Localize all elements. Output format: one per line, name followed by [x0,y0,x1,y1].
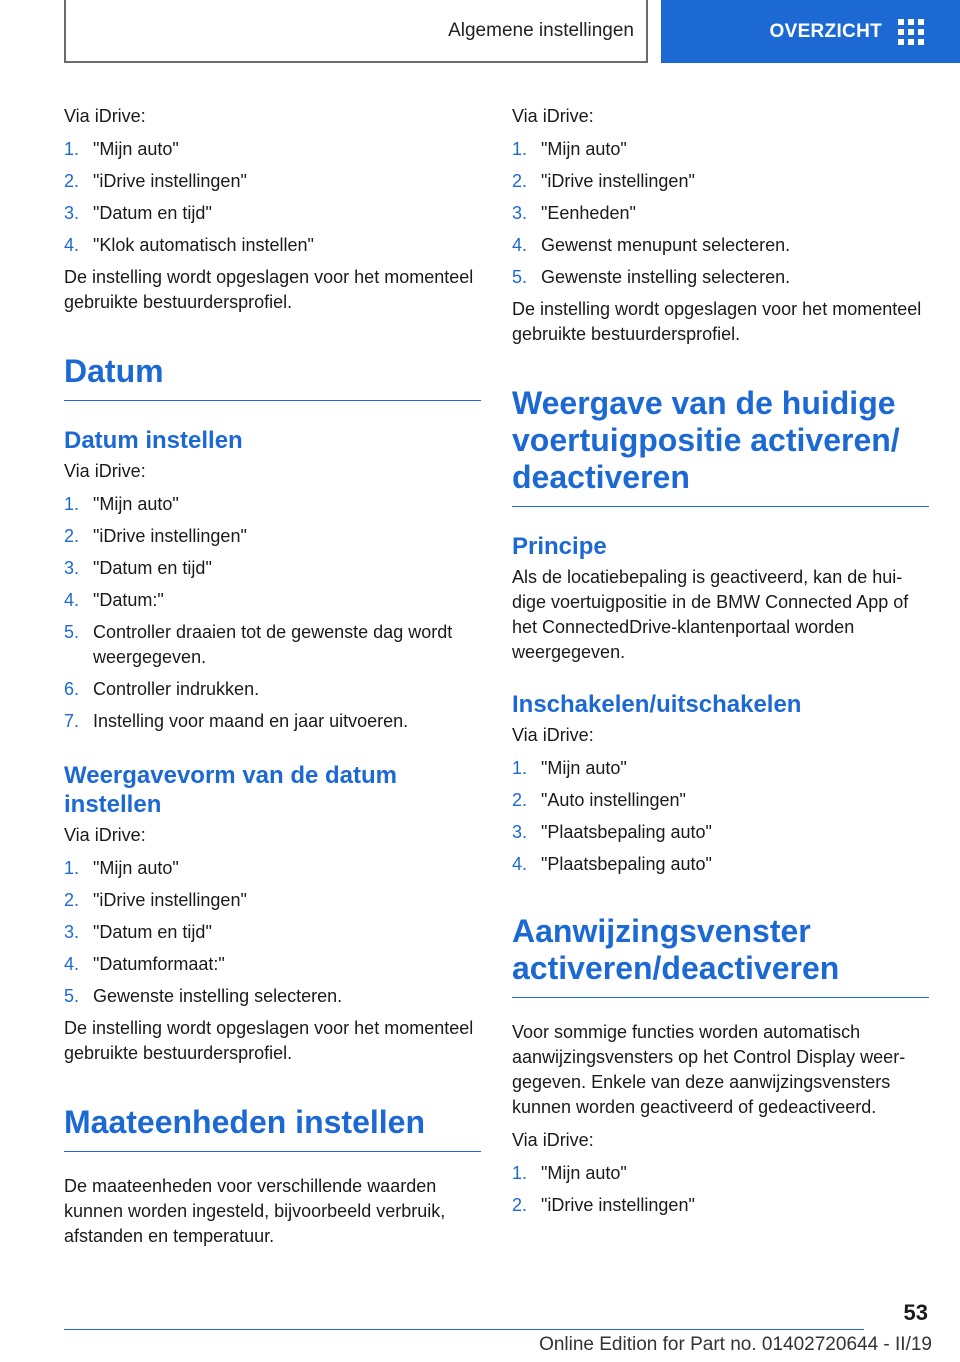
step-number: 3. [64,203,80,223]
step-number: 3. [64,922,80,942]
step-text: "Mijn auto" [93,494,179,514]
aanwijzing-steps [512,1161,929,1218]
step-text: "Datum en tijd" [93,558,212,578]
step-text: Controller indrukken. [93,679,260,699]
page-number: 53 [903,1300,928,1325]
step-number: 1. [64,494,80,514]
step-number: 4. [64,954,80,974]
list-item [64,556,481,581]
list-item [512,1161,929,1186]
list-item [64,620,481,670]
overview-label: OVERZICHT [769,20,882,42]
step-text: Gewenst menupunt selecteren. [541,235,791,255]
grid-icon [898,19,924,45]
step-number: 3. [512,203,528,223]
list-item [64,233,481,258]
step-text: "Datum en tijd" [93,922,212,942]
principe-text: Als de locatiebepaling is geactiveerd, kan de huidige voertuigpositie in de BMW Connected App of het ConnectedDrive-klantenportaal worden weergegeven. [512,567,909,662]
list-item [64,201,481,226]
step-number: 5. [64,986,80,1006]
datum-instellen-steps [64,492,481,734]
step-number: 2. [512,790,528,810]
list-item [512,169,929,194]
heading-inschakelen: Inschakelen/uitschakelen [512,691,802,718]
step-text: Gewenste instelling selecteren. [541,267,791,287]
step-text: "iDrive instellingen" [93,890,247,910]
list-item [64,920,481,945]
intro-via: Via iDrive: [64,106,146,126]
list-item [64,984,481,1009]
step-number: 2. [64,890,80,910]
heading-aanwijzingsvenster: Aanwijzingsvenster activeren/deactiveren [512,913,929,998]
header-section-tab [64,0,648,63]
step-number: 2. [512,171,528,191]
step-number: 4. [512,854,528,874]
step-number: 2. [64,171,80,191]
right-column [512,104,929,1225]
list-item [64,888,481,913]
step-number: 1. [64,858,80,878]
list-item [512,756,929,781]
list-item [64,492,481,517]
step-number: 1. [512,758,528,778]
step-number: 6. [64,679,80,699]
heading-datum: Datum [64,353,481,401]
right-intro-note: De instelling wordt opgeslagen voor het momenteel gebruikte bestuurdersprofiel. [512,299,922,344]
list-item [64,524,481,549]
intro-note: De instelling wordt opgeslagen voor het momenteel gebruikte bestuurdersprofiel. [64,267,474,312]
step-number: 5. [512,267,528,287]
datum-instellen-via: Via iDrive: [64,461,146,481]
step-number: 1. [64,139,80,159]
right-intro-steps [512,137,929,290]
step-number: 5. [64,622,80,642]
step-text: "Datum:" [93,590,164,610]
list-item [512,820,929,845]
step-text: Gewenste instelling selecteren. [93,986,343,1006]
list-item [512,1193,929,1218]
heading-datum-instellen: Datum instellen [64,427,243,454]
list-item [64,169,481,194]
step-text: "Plaatsbepaling auto" [541,854,712,874]
right-intro-via: Via iDrive: [512,106,594,126]
step-text: "Klok automatisch instellen" [93,235,314,255]
step-number: 2. [512,1195,528,1215]
list-item [64,709,481,734]
overview-button[interactable] [661,0,960,63]
step-text: "Plaatsbepaling auto" [541,822,712,842]
step-text: "Mijn auto" [93,139,179,159]
list-item [512,233,929,258]
list-item [512,265,929,290]
heading-weergavevorm: Weergavevorm van de datum instellen [64,762,398,818]
aanwijzing-via: Via iDrive: [512,1130,594,1150]
step-text: "Mijn auto" [541,139,627,159]
inschakelen-via: Via iDrive: [512,725,594,745]
weergavevorm-via: Via iDrive: [64,825,146,845]
footer-divider [64,1329,864,1330]
step-number: 4. [64,235,80,255]
list-item [64,137,481,162]
left-column [64,104,481,1249]
heading-principe: Principe [512,533,607,560]
step-text: "iDrive instellingen" [93,526,247,546]
step-text: "Mijn auto" [93,858,179,878]
step-number: 3. [512,822,528,842]
list-item [64,856,481,881]
step-text: "iDrive instellingen" [541,171,695,191]
list-item [64,588,481,613]
step-number: 1. [512,1163,528,1183]
list-item [512,201,929,226]
step-number: 2. [64,526,80,546]
step-number: 4. [512,235,528,255]
step-text: "Mijn auto" [541,1163,627,1183]
list-item [512,137,929,162]
aanwijzing-text: Voor sommige functies worden automatisch aanwijzingsvensters op het Control Display weergegeven. Enkele van deze aanwijzingsvensters kunnen worden geactiveerd of gedeactiveerd. [512,1022,906,1117]
maateenheden-text: De maateenheden voor verschillende waarden kunnen worden ingesteld, bijvoorbeeld verbruik, afstanden en temperatuur. [64,1176,446,1246]
step-text: "iDrive instellingen" [93,171,247,191]
step-text: "iDrive instellingen" [541,1195,695,1215]
list-item [64,677,481,702]
step-number: 7. [64,711,80,731]
step-text: Controller draaien tot de gewenste dag wordt weergegeven. [93,622,453,667]
step-text: "Datum en tijd" [93,203,212,223]
step-text: "Eenheden" [541,203,636,223]
intro-steps-list [64,137,481,258]
heading-maateenheden: Maateenheden instellen [64,1104,481,1152]
weergavevorm-steps [64,856,481,1009]
header-section-title: Algemene instellingen [448,19,634,41]
list-item [64,952,481,977]
list-item [512,788,929,813]
footer-edition: Online Edition for Part no. 01402720644 - II/19 [539,1334,932,1355]
step-number: 1. [512,139,528,159]
step-text: "Datumformaat:" [93,954,225,974]
step-text: "Auto instellingen" [541,790,686,810]
heading-weergave-positie: Weergave van de huidige voertuigpositie activeren/ deactiveren [512,385,929,507]
weergavevorm-note: De instelling wordt opgeslagen voor het momenteel gebruikte bestuurdersprofiel. [64,1018,474,1063]
step-text: "Mijn auto" [541,758,627,778]
step-number: 3. [64,558,80,578]
step-text: Instelling voor maand en jaar uitvoeren. [93,711,409,731]
inschakelen-steps [512,756,929,877]
list-item [512,852,929,877]
step-number: 4. [64,590,80,610]
